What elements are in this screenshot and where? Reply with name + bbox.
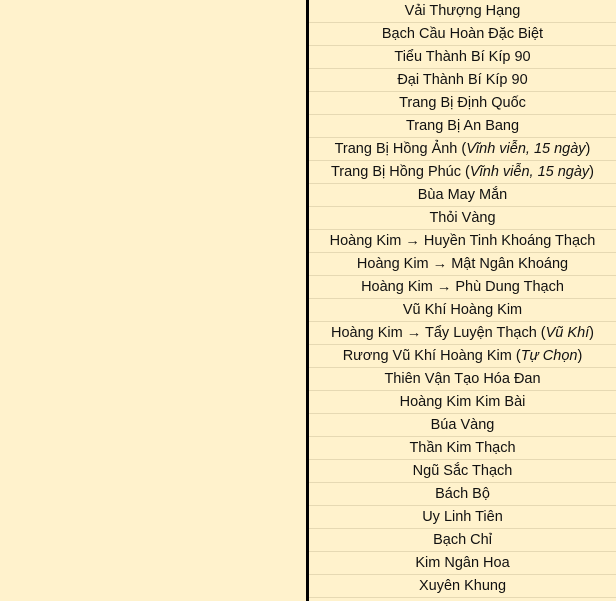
item-label: Xuyên Khung	[418, 578, 507, 594]
list-item	[309, 368, 616, 391]
item-label: Hoàng Kim Kim Bài	[399, 394, 526, 410]
item-note: Vĩnh viễn, 15 ngày	[469, 164, 590, 180]
item-label: Uy Linh Tiên	[422, 509, 503, 525]
item-list	[309, 0, 616, 598]
item-label: Trang Bị An Bang	[405, 118, 520, 134]
list-item	[309, 322, 616, 345]
list-item	[309, 253, 616, 276]
item-label: Bùa May Mắn	[417, 187, 508, 203]
item-label: Trang Bị Hồng Ảnh (	[334, 141, 467, 157]
list-item	[309, 207, 616, 230]
list-item	[309, 414, 616, 437]
list-item	[309, 437, 616, 460]
list-item	[309, 345, 616, 368]
list-item	[309, 483, 616, 506]
list-item	[309, 184, 616, 207]
item-label: Bách Bộ	[435, 486, 490, 502]
list-item	[309, 276, 616, 299]
item-label: Vải Thượng Hạng	[404, 3, 521, 19]
list-item	[309, 506, 616, 529]
item-label: Hoàng Kim → Tẩy Luyện Thạch (	[330, 325, 546, 341]
list-item	[309, 92, 616, 115]
item-note: Tự Chọn	[520, 348, 578, 364]
item-label: Rương Vũ Khí Hoàng Kim (	[342, 348, 521, 364]
item-label: Thiên Vận Tạo Hóa Đan	[384, 371, 541, 387]
item-label: Trang Bị Hồng Phúc (	[330, 164, 470, 180]
item-label: Kim Ngân Hoa	[415, 555, 510, 571]
empty-left-cell	[0, 0, 306, 601]
list-item	[309, 69, 616, 92]
item-note: Vĩnh viễn, 15 ngày	[466, 141, 586, 157]
list-item	[309, 529, 616, 552]
item-label: Thỏi Vàng	[429, 210, 496, 226]
list-item	[309, 46, 616, 69]
item-suffix: )	[589, 325, 595, 341]
item-label: Trang Bị Định Quốc	[399, 95, 526, 111]
item-label: Bạch Chỉ	[433, 532, 492, 548]
item-label: Bạch Cầu Hoàn Đặc Biệt	[381, 26, 544, 42]
item-label: Vũ Khí Hoàng Kim	[402, 302, 523, 318]
list-item	[309, 575, 616, 598]
item-label: Búa Vàng	[430, 417, 495, 433]
item-label: Hoàng Kim → Phù Dung Thạch	[361, 279, 564, 295]
item-label: Đại Thành Bí Kíp 90	[397, 72, 528, 88]
list-item	[309, 23, 616, 46]
list-item	[309, 115, 616, 138]
item-label: Hoàng Kim → Huyền Tinh Khoáng Thạch	[329, 233, 596, 249]
list-item	[309, 299, 616, 322]
list-item	[309, 460, 616, 483]
item-label: Thần Kim Thạch	[409, 440, 516, 456]
item-label: Ngũ Sắc Thạch	[412, 463, 513, 479]
item-suffix: )	[577, 348, 583, 364]
item-label: Tiểu Thành Bí Kíp 90	[394, 49, 531, 65]
list-item	[309, 552, 616, 575]
list-item	[309, 161, 616, 184]
item-label: Hoàng Kim → Mật Ngân Khoáng	[356, 256, 569, 272]
item-suffix: )	[585, 141, 591, 157]
list-item	[309, 138, 616, 161]
list-item	[309, 0, 616, 23]
item-suffix: )	[589, 164, 595, 180]
item-note: Vũ Khí	[545, 325, 590, 341]
list-item	[309, 391, 616, 414]
list-item	[309, 230, 616, 253]
